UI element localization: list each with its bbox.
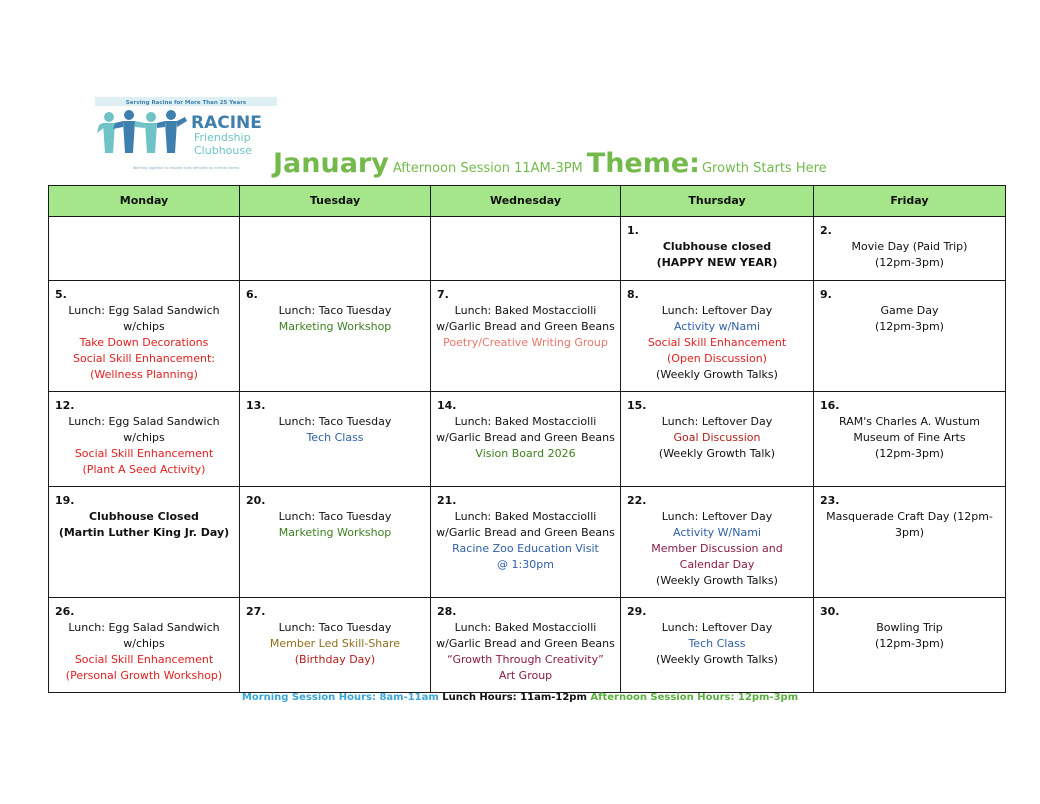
logo-graphic [95, 97, 277, 175]
weekday-header: Friday [814, 186, 1006, 217]
day-number: 9. [820, 288, 832, 301]
event-line: Calendar Day [679, 558, 755, 571]
logo-subline: Working together to rebuild lives affected by mental illness [132, 166, 240, 170]
event-line: Movie Day (Paid Trip) [851, 240, 968, 253]
day-cell [431, 217, 621, 281]
event-line: Marketing Workshop [278, 320, 392, 333]
event-line: Poetry/Creative Writing Group [443, 336, 608, 349]
morning-hours: Morning Session Hours: 8am-11am [241, 692, 439, 703]
week-row [49, 281, 1006, 392]
weekday-header: Wednesday [431, 186, 621, 217]
event-line: (Open Discussion) [667, 352, 767, 365]
event-line: (12pm-3pm) [875, 256, 944, 269]
event-line: RAM's Charles A. Wustum [839, 415, 980, 428]
event-line: Lunch: Leftover Day [661, 621, 773, 634]
day-cell [431, 392, 621, 487]
event-line: (Weekly Growth Talks) [656, 368, 778, 381]
day-cell [49, 392, 240, 487]
event-line: Lunch: Leftover Day [661, 415, 773, 428]
day-number: 29. [627, 605, 647, 618]
event-line: Marketing Workshop [278, 526, 392, 539]
event-line: (Birthday Day) [294, 653, 376, 666]
day-number: 12. [55, 399, 75, 412]
event-line: Tech Class [688, 637, 746, 650]
day-cell [49, 217, 240, 281]
day-number: 5. [55, 288, 67, 301]
day-cell [49, 487, 240, 598]
event-line: Member Discussion and [651, 542, 783, 555]
event-line: Racine Zoo Education Visit [452, 542, 599, 555]
week-row [49, 487, 1006, 598]
day-number: 20. [246, 494, 266, 507]
day-cell [240, 217, 431, 281]
day-number: 21. [437, 494, 457, 507]
day-cell [814, 598, 1006, 693]
event-line: Museum of Fine Arts [853, 431, 966, 444]
event-line: Lunch: Taco Tuesday [278, 304, 392, 317]
event-line: (12pm-3pm) [875, 637, 944, 650]
event-line: Lunch: Taco Tuesday [278, 415, 392, 428]
lunch-hours: Lunch Hours: 11am-12pm [442, 692, 587, 703]
weekday-header: Thursday [621, 186, 814, 217]
calendar-table [48, 185, 1006, 693]
logo-name-line3: Clubhouse [194, 144, 252, 157]
event-line: (Plant A Seed Activity) [82, 463, 206, 476]
weekday-header: Monday [49, 186, 240, 217]
day-cell [431, 598, 621, 693]
day-number: 22. [627, 494, 647, 507]
day-cell [621, 392, 814, 487]
event-line: w/Garlic Bread and Green Beans [436, 637, 615, 650]
event-line: Activity W/Nami [673, 526, 761, 539]
event-line: (HAPPY NEW YEAR) [656, 256, 778, 269]
event-line: Social Skill Enhancement [74, 447, 214, 460]
day-number: 8. [627, 288, 639, 301]
event-line: Clubhouse closed [662, 240, 772, 253]
people-figures-icon [97, 110, 187, 153]
logo-name-line2: Friendship [194, 131, 251, 144]
day-cell [621, 217, 814, 281]
day-cell [49, 598, 240, 693]
event-line: Tech Class [306, 431, 364, 444]
day-number: 13. [246, 399, 266, 412]
calendar-headline [273, 148, 827, 179]
weekday-header: Tuesday [240, 186, 431, 217]
event-line: w/chips [123, 637, 165, 650]
day-cell [621, 281, 814, 392]
day-cell [49, 281, 240, 392]
day-cell [431, 487, 621, 598]
day-number: 2. [820, 224, 832, 237]
day-number: 23. [820, 494, 840, 507]
event-line: 3pm) [895, 526, 924, 539]
event-line: (12pm-3pm) [875, 447, 944, 460]
event-line: Lunch: Taco Tuesday [278, 510, 392, 523]
event-line: Masquerade Craft Day (12pm- [826, 510, 993, 523]
event-line: Social Skill Enhancement: [72, 352, 216, 365]
day-cell [240, 598, 431, 693]
month-title: January [273, 148, 389, 179]
day-number: 26. [55, 605, 75, 618]
event-line: Lunch: Egg Salad Sandwich [68, 621, 220, 634]
afternoon-hours: Afternoon Session Hours: 12pm-3pm [590, 692, 799, 703]
day-number: 14. [437, 399, 457, 412]
day-cell [814, 217, 1006, 281]
event-line: Lunch: Leftover Day [661, 510, 773, 523]
day-number: 7. [437, 288, 449, 301]
day-cell [621, 487, 814, 598]
day-cell [240, 487, 431, 598]
day-number: 27. [246, 605, 266, 618]
theme-label: Theme: [586, 148, 700, 179]
day-cell [431, 281, 621, 392]
day-cell [814, 392, 1006, 487]
session-hours: Afternoon Session 11AM-3PM [392, 161, 583, 176]
clubhouse-logo [95, 97, 277, 175]
week-row [49, 598, 1006, 693]
day-number: 30. [820, 605, 840, 618]
event-line: (Wellness Planning) [90, 368, 198, 381]
day-cell [814, 281, 1006, 392]
event-line: (Martin Luther King Jr. Day) [58, 526, 230, 539]
theme-text: Growth Starts Here [701, 161, 827, 176]
day-number: 16. [820, 399, 840, 412]
event-line: “Growth Through Creativity” [447, 653, 604, 666]
day-number: 15. [627, 399, 647, 412]
event-line: @ 1:30pm [497, 558, 554, 571]
event-line: Lunch: Leftover Day [661, 304, 773, 317]
calendar-body [49, 217, 1006, 693]
event-line: Art Group [498, 669, 553, 682]
week-row [49, 392, 1006, 487]
event-line: w/chips [123, 320, 165, 333]
event-line: Lunch: Egg Salad Sandwich [68, 415, 220, 428]
event-line: Social Skill Enhancement [74, 653, 214, 666]
event-line: Activity w/Nami [673, 320, 761, 333]
day-number: 19. [55, 494, 75, 507]
weekday-header-row [49, 186, 1006, 217]
event-line: Member Led Skill-Share [269, 637, 401, 650]
day-cell [814, 487, 1006, 598]
event-line: Lunch: Baked Mostacciolli [454, 621, 597, 634]
event-line: (Weekly Growth Talks) [656, 653, 778, 666]
day-number: 28. [437, 605, 457, 618]
event-line: Take Down Decorations [79, 336, 209, 349]
event-line: Lunch: Egg Salad Sandwich [68, 304, 220, 317]
session-hours-footer [0, 692, 1040, 703]
event-line: w/Garlic Bread and Green Beans [436, 320, 615, 333]
event-line: (Weekly Growth Talks) [656, 574, 778, 587]
day-cell [240, 392, 431, 487]
event-line: (12pm-3pm) [875, 320, 944, 333]
event-line: Bowling Trip [876, 621, 943, 634]
event-line: Lunch: Baked Mostacciolli [454, 415, 597, 428]
event-line: (Weekly Growth Talk) [658, 447, 776, 460]
logo-tagline: Serving Racine for More Than 25 Years [125, 100, 247, 106]
day-number: 6. [246, 288, 258, 301]
event-line: Lunch: Taco Tuesday [278, 621, 392, 634]
event-line: Lunch: Baked Mostacciolli [454, 510, 597, 523]
event-line: Clubhouse Closed [89, 510, 199, 523]
day-cell [240, 281, 431, 392]
day-number: 1. [627, 224, 639, 237]
event-line: w/Garlic Bread and Green Beans [436, 431, 615, 444]
event-line: (Personal Growth Workshop) [65, 669, 223, 682]
logo-name-line1: RACINE [191, 113, 262, 133]
week-row [49, 217, 1006, 281]
event-line: Game Day [880, 304, 939, 317]
event-line: Vision Board 2026 [475, 447, 576, 460]
day-cell [621, 598, 814, 693]
event-line: Goal Discussion [673, 431, 761, 444]
event-line: Social Skill Enhancement [647, 336, 787, 349]
event-line: w/chips [123, 431, 165, 444]
event-line: w/Garlic Bread and Green Beans [436, 526, 615, 539]
event-line: Lunch: Baked Mostacciolli [454, 304, 597, 317]
